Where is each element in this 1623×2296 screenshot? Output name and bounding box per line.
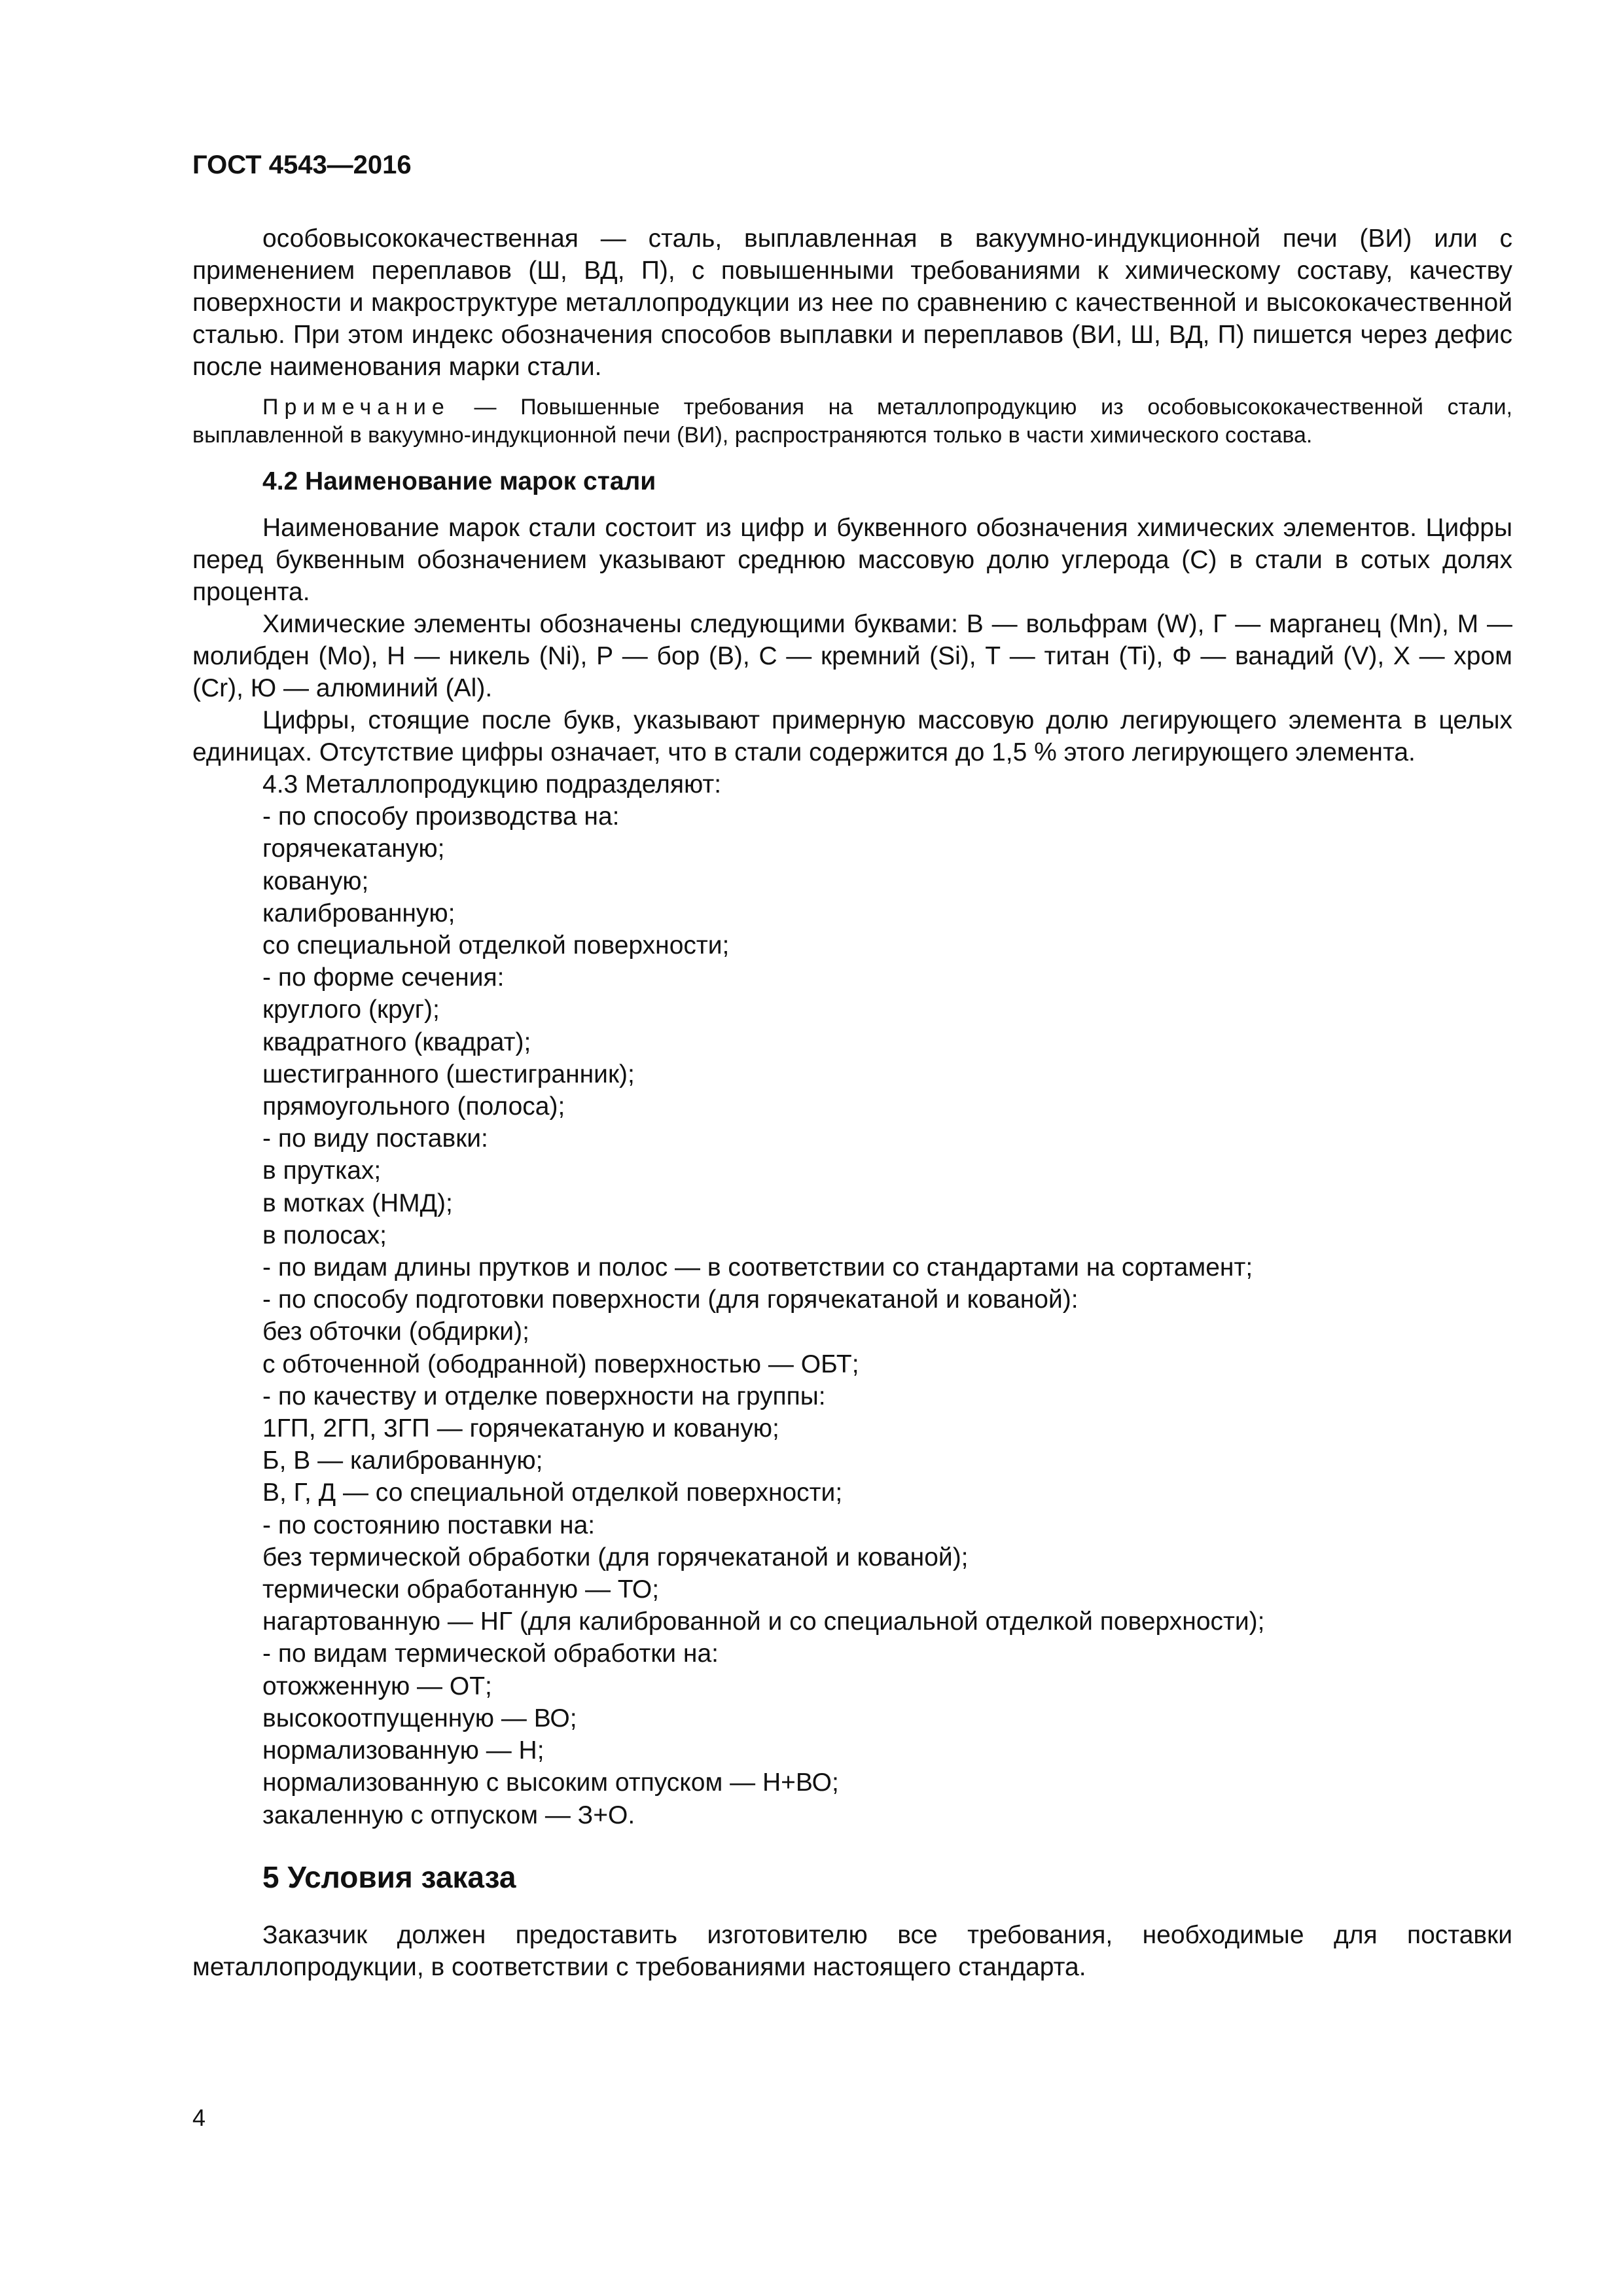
list-item: - по качеству и отделке поверхности на группы: <box>262 1382 826 1410</box>
list-item: термически обработанную — ТО; <box>262 1575 660 1604</box>
list-item: нормализованную — Н; <box>262 1736 544 1765</box>
list-item: с обточенной (ободранной) поверхностью — ОБТ; <box>262 1350 859 1378</box>
list-item: - по способу производства на: <box>262 802 620 831</box>
section-4-3-intro: 4.3 Металлопродукцию подразделяют: <box>262 770 722 798</box>
document-header: ГОСТ 4543—2016 <box>192 151 412 179</box>
list-item: без термической обработки (для горячекатаной и кованой); <box>262 1543 969 1571</box>
page-number: 4 <box>192 2104 206 2131</box>
list-item: нагартованную — НГ (для калиброванной и со специальной отделкой поверхности); <box>262 1607 1265 1636</box>
list-item: - по видам длины прутков и полос — в соответствии со стандартами на сортамент; <box>262 1253 1253 1282</box>
list-item: калиброванную; <box>262 899 455 927</box>
list-item: закаленную с отпуском — З+О. <box>262 1801 635 1829</box>
list-item: - по состоянию поставки на: <box>262 1511 596 1539</box>
list-item: горячекатаную; <box>262 834 445 863</box>
list-item: в полосах; <box>262 1221 387 1249</box>
list-item: квадратного (квадрат); <box>262 1028 531 1056</box>
list-item: - по виду поставки: <box>262 1124 488 1153</box>
list-item: в мотках (НМД); <box>262 1189 453 1217</box>
note <box>192 393 1512 450</box>
list-item: без обточки (обдирки); <box>262 1318 529 1346</box>
list-item: шестигранного (шестигранник); <box>262 1060 635 1088</box>
list-item: в прутках; <box>262 1157 382 1185</box>
paragraph-order-conditions: Заказчик должен предоставить изготовителю все требования, необходимые для поставки металлопродукции, в соответствии с требованиями настоящего стандарта. <box>192 1920 1512 1981</box>
section-4-2-title: 4.2 Наименование марок стали <box>262 467 656 495</box>
section-5-title: 5 Условия заказа <box>262 1859 516 1894</box>
list-item: со специальной отделкой поверхности; <box>262 931 730 960</box>
paragraph-alloy-digits: Цифры, стоящие после букв, указывают примерную массовую долю легирующего элемента в целых единицах. Отсутствие цифры означает, что в стали содержится до 1,5 % этого легирующего элемента. <box>192 706 1512 766</box>
list-item: круглого (круг); <box>262 996 440 1024</box>
list-item: - по форме сечения: <box>262 963 505 992</box>
list-item: высокоотпущенную — ВО; <box>262 1704 577 1732</box>
list-item: - по способу подготовки поверхности (для горячекатаной и кованой): <box>262 1285 1079 1314</box>
list-item: кованую; <box>262 867 369 895</box>
section-4-3-list <box>192 768 1512 1831</box>
list-item: нормализованную с высоким отпуском — Н+ВО; <box>262 1768 839 1797</box>
list-item: Б, В — калиброванную; <box>262 1446 543 1475</box>
paragraph-steel-grade-naming: Наименование марок стали состоит из цифр и буквенного обозначения химических элементов. Цифры перед буквенным обозначением указывают среднюю массовую долю углерода (С) в стали в сотых долях процента. <box>192 514 1512 606</box>
list-item: отожженную — ОТ; <box>262 1672 492 1700</box>
list-item: В, Г, Д — со специальной отделкой поверхности; <box>262 1479 843 1507</box>
paragraph-especially-high-quality: особовысококачественная — сталь, выплавленная в вакуумно-индукционной печи (ВИ) или с применением переплавов (Ш, ВД, П), с повышенными требованиями к химическому составу, качеству поверхности и макроструктуре металлопродукции из нее по сравнению с качественной и высококачественной сталью. При этом индекс обозначения способов выплавки и переплавов (ВИ, Ш, ВД, П) пишется через дефис после наименования марки стали. <box>192 224 1512 381</box>
note-text: — Повышенные требования на металлопродукцию из особовысококачественной стали, выплавленной в вакуумно-индукционной печи (ВИ), распространяются только в части химического состава. <box>192 395 1512 448</box>
paragraph-chemical-elements: Химические элементы обозначены следующими буквами: В — вольфрам (W), Г — марганец (Mn), М — молибден (Mo), Н — никель (Ni), Р — бор (В), С — кремний (Si), Т — титан (Ti), Ф — ванадий (V), Х — хром (Cr), Ю — алюминий (Al). <box>192 610 1512 702</box>
note-label: Примечание <box>262 395 450 420</box>
list-item: - по видам термической обработки на: <box>262 1640 719 1668</box>
list-item: прямоугольного (полоса); <box>262 1092 565 1121</box>
list-item: 1ГП, 2ГП, 3ГП — горячекатаную и кованую; <box>262 1414 779 1443</box>
document-body <box>192 223 1512 1983</box>
